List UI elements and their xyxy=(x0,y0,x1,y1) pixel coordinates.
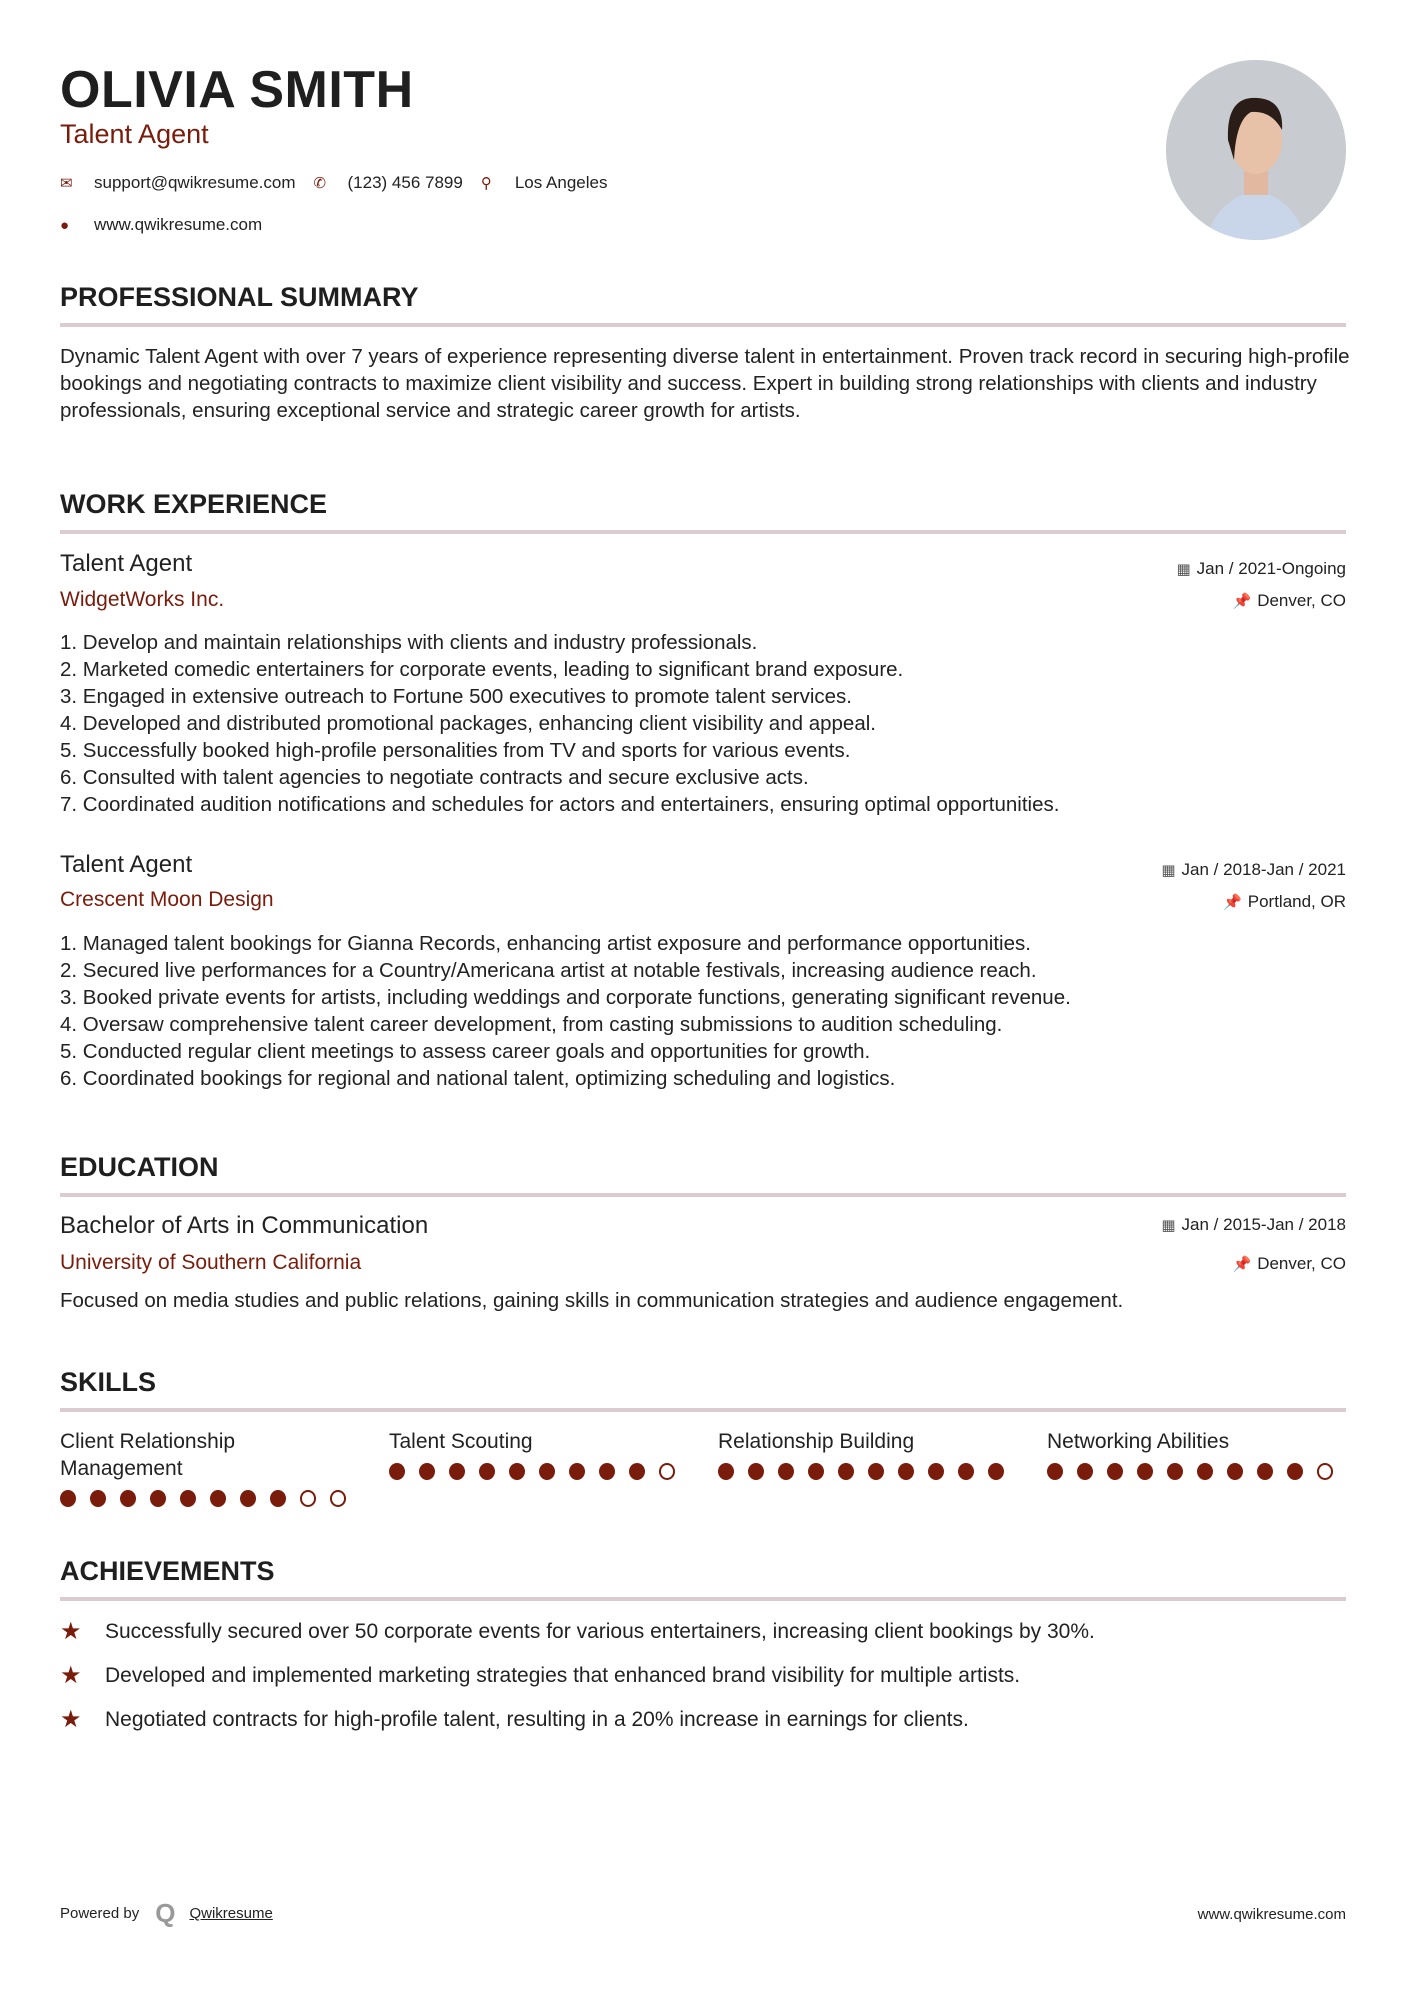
rating-dot-filled xyxy=(718,1463,734,1480)
job-bullets xyxy=(60,629,1059,818)
rating-dot-filled xyxy=(1227,1463,1243,1480)
job-title: Talent Agent xyxy=(60,851,193,878)
rating-dot-filled xyxy=(748,1463,764,1480)
rating-dot-filled xyxy=(539,1463,555,1480)
list-item: 4. Developed and distributed promotional packages, enhancing client visibility and appeal. xyxy=(60,712,876,735)
website-link[interactable]: www.qwikresume.com xyxy=(94,215,263,234)
rating-dot-filled xyxy=(210,1490,226,1507)
rating-dot-filled xyxy=(120,1490,136,1507)
rating-dot-filled xyxy=(629,1463,645,1480)
job-dates-text: Jan / 2018-Jan / 2021 xyxy=(1181,860,1346,879)
job-company: Crescent Moon Design xyxy=(60,888,274,911)
skill-name: Talent Scouting xyxy=(389,1430,533,1453)
award-star-icon: ★ xyxy=(60,1706,82,1733)
rating-dot-filled xyxy=(928,1463,944,1480)
skill-rating xyxy=(718,1463,1018,1480)
education-dates-text: Jan / 2015-Jan / 2018 xyxy=(1181,1215,1346,1234)
job-bullets xyxy=(60,930,1071,1092)
rating-dot-filled xyxy=(1257,1463,1273,1480)
job-location xyxy=(1223,892,1346,912)
education-location xyxy=(1233,1254,1347,1274)
achievement-item xyxy=(60,1705,969,1734)
list-item: 7. Coordinated audition notifications and schedules for actors and entertainers, ensuring optimal opportunities. xyxy=(60,793,1060,816)
skill-name: Networking Abilities xyxy=(1047,1430,1230,1453)
achievements-heading: ACHIEVEMENTS xyxy=(60,1556,1346,1601)
rating-dot-filled xyxy=(180,1490,196,1507)
skill-item xyxy=(718,1428,1018,1480)
rating-dot-filled xyxy=(479,1463,495,1480)
rating-dot-filled xyxy=(60,1490,76,1507)
pin-icon: 📌 xyxy=(1232,593,1252,610)
website-row xyxy=(60,215,262,235)
phone-text: (123) 456 7899 xyxy=(347,173,463,192)
globe-icon: ● xyxy=(60,216,70,234)
rating-dot-filled xyxy=(838,1463,854,1480)
skills-heading: SKILLS xyxy=(60,1367,1346,1412)
powered-by-text: Powered by xyxy=(60,1905,140,1922)
list-item: 1. Develop and maintain relationships with clients and industry professionals. xyxy=(60,631,758,654)
candidate-name: OLIVIA SMITH xyxy=(60,61,414,119)
list-item: 2. Marketed comedic entertainers for corporate events, leading to significant brand exposure. xyxy=(60,658,904,681)
rating-dot-filled xyxy=(449,1463,465,1480)
education-heading: EDUCATION xyxy=(60,1152,1346,1197)
calendar-icon: ▦ xyxy=(1176,561,1191,578)
rating-dot-filled xyxy=(898,1463,914,1480)
rating-dot-filled xyxy=(240,1490,256,1507)
rating-dot-filled xyxy=(599,1463,615,1480)
rating-dot-filled xyxy=(509,1463,525,1480)
calendar-icon: ▦ xyxy=(1161,1217,1176,1234)
skill-item xyxy=(60,1428,360,1507)
job-location-text: Denver, CO xyxy=(1257,591,1346,610)
list-item: 5. Successfully booked high-profile personalities from TV and sports for various events. xyxy=(60,739,851,762)
rating-dot-filled xyxy=(778,1463,794,1480)
job-location-text: Portland, OR xyxy=(1247,892,1346,911)
rating-dot-filled xyxy=(1287,1463,1303,1480)
footer-site[interactable]: www.qwikresume.com xyxy=(1197,1906,1346,1923)
qwikresume-logo-icon: Q xyxy=(155,1898,176,1928)
list-item: 4. Oversaw comprehensive talent career development, from casting submissions to audition scheduling. xyxy=(60,1013,1003,1036)
list-item: 3. Engaged in extensive outreach to Fortune 500 executives to promote talent services. xyxy=(60,685,852,708)
list-item: 1. Managed talent bookings for Gianna Records, enhancing artist exposure and performance opportunities. xyxy=(60,932,1031,955)
education-description: Focused on media studies and public relations, gaining skills in communication strategies and audience engagement. xyxy=(60,1289,1124,1312)
location-text: Los Angeles xyxy=(514,173,608,192)
rating-dot-filled xyxy=(1107,1463,1123,1480)
rating-dot-filled xyxy=(1047,1463,1063,1480)
list-item: 5. Conducted regular client meetings to assess career goals and opportunities for growth. xyxy=(60,1040,871,1063)
list-item: 6. Consulted with talent agencies to negotiate contracts and secure exclusive acts. xyxy=(60,766,809,789)
rating-dot-filled xyxy=(150,1490,166,1507)
rating-dot-filled xyxy=(808,1463,824,1480)
school: University of Southern California xyxy=(60,1251,362,1274)
rating-dot-empty xyxy=(330,1490,346,1507)
profile-photo xyxy=(1166,60,1346,240)
rating-dot-filled xyxy=(569,1463,585,1480)
rating-dot-filled xyxy=(1077,1463,1093,1480)
skill-rating xyxy=(389,1463,689,1480)
job-location xyxy=(1233,591,1347,611)
location-pin-icon: ⚲ xyxy=(480,175,492,192)
skill-name: Relationship Building xyxy=(718,1430,915,1453)
rating-dot-filled xyxy=(988,1463,1004,1480)
award-star-icon: ★ xyxy=(60,1618,82,1645)
rating-dot-filled xyxy=(419,1463,435,1480)
summary-heading: PROFESSIONAL SUMMARY xyxy=(60,282,1346,327)
rating-dot-filled xyxy=(389,1463,405,1480)
achievement-text: Developed and implemented marketing strategies that enhanced brand visibility for multiple artists. xyxy=(105,1663,1021,1687)
rating-dot-filled xyxy=(90,1490,106,1507)
skill-rating xyxy=(1047,1463,1347,1480)
phone-icon: ✆ xyxy=(313,175,327,192)
job-dates xyxy=(1161,860,1346,880)
candidate-title: Talent Agent xyxy=(60,119,209,149)
list-item: 3. Booked private events for artists, including weddings and corporate functions, generating significant revenue. xyxy=(60,986,1071,1009)
achievement-text: Successfully secured over 50 corporate events for various entertainers, increasing client bookings by 30%. xyxy=(105,1619,1095,1643)
rating-dot-empty xyxy=(300,1490,316,1507)
brand-link[interactable]: Qwikresume xyxy=(189,1905,273,1922)
contact-row xyxy=(60,173,607,193)
email-icon: ✉ xyxy=(60,175,73,192)
degree: Bachelor of Arts in Communication xyxy=(60,1212,429,1239)
skill-rating xyxy=(60,1490,360,1507)
award-star-icon: ★ xyxy=(60,1662,82,1689)
achievement-item xyxy=(60,1617,1095,1646)
job-title: Talent Agent xyxy=(60,550,193,577)
rating-dot-filled xyxy=(1167,1463,1183,1480)
achievement-item xyxy=(60,1661,1020,1690)
calendar-icon: ▦ xyxy=(1161,862,1176,879)
rating-dot-filled xyxy=(868,1463,884,1480)
job-dates xyxy=(1176,559,1346,579)
email-link[interactable]: support@qwikresume.com xyxy=(94,173,296,192)
education-dates xyxy=(1161,1215,1346,1235)
education-location-text: Denver, CO xyxy=(1257,1254,1346,1273)
skill-item xyxy=(1047,1428,1347,1480)
pin-icon: 📌 xyxy=(1232,1256,1252,1273)
skill-name: Client Relationship Management xyxy=(60,1430,236,1480)
experience-heading: WORK EXPERIENCE xyxy=(60,489,1346,534)
rating-dot-empty xyxy=(1317,1463,1333,1480)
list-item: 2. Secured live performances for a Country/Americana artist at notable festivals, increasing audience reach. xyxy=(60,959,1037,982)
pin-icon: 📌 xyxy=(1223,894,1242,911)
footer-powered xyxy=(60,1898,273,1929)
rating-dot-filled xyxy=(270,1490,286,1507)
summary-text: Dynamic Talent Agent with over 7 years of experience representing diverse talent in entertainment. Proven track record in securing high-profile bookings and negotiating contracts to maximize client visibility and success. Expert in building strong relationships with clients and industry professionals, ensuring exceptional service and strategic career growth for artists. xyxy=(60,345,1350,422)
list-item: 6. Coordinated bookings for regional and national talent, optimizing scheduling and logistics. xyxy=(60,1067,896,1090)
rating-dot-empty xyxy=(659,1463,675,1480)
rating-dot-filled xyxy=(1137,1463,1153,1480)
achievement-text: Negotiated contracts for high-profile talent, resulting in a 20% increase in earnings for clients. xyxy=(105,1707,969,1731)
rating-dot-filled xyxy=(1197,1463,1213,1480)
job-dates-text: Jan / 2021-Ongoing xyxy=(1196,559,1346,578)
job-company: WidgetWorks Inc. xyxy=(60,588,225,611)
skill-item xyxy=(389,1428,689,1480)
rating-dot-filled xyxy=(958,1463,974,1480)
